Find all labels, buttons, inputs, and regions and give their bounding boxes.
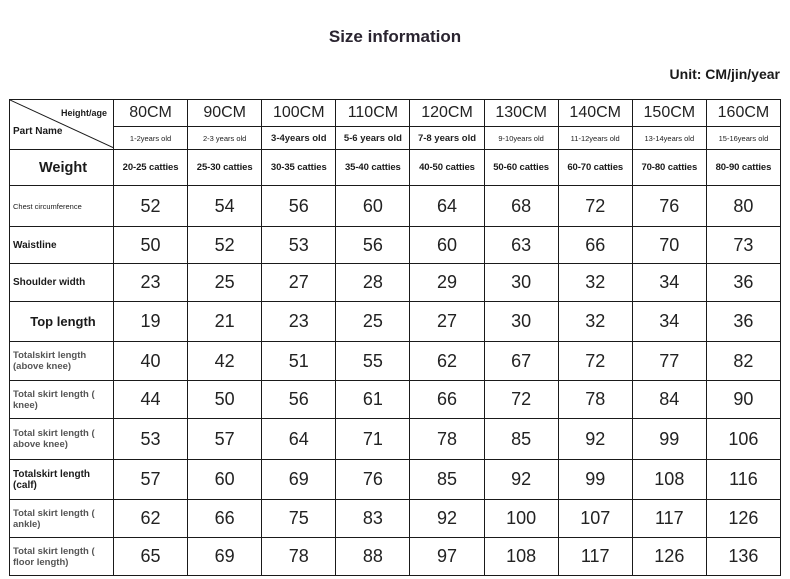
weight-cell: 80-90 catties (706, 150, 780, 186)
measurement-cell: 51 (262, 342, 336, 381)
measurement-cell: 60 (188, 460, 262, 500)
measurement-cell: 62 (410, 342, 484, 381)
measurement-cell: 73 (706, 227, 780, 264)
age-header: 9-10years old (484, 127, 558, 150)
size-header: 140CM (558, 100, 632, 127)
row-label: Chest circumference (10, 186, 114, 227)
measurement-row (10, 302, 781, 342)
measurement-cell: 34 (632, 302, 706, 342)
measurement-cell: 78 (262, 538, 336, 576)
age-header: 15-16years old (706, 127, 780, 150)
measurement-cell: 60 (336, 186, 410, 227)
weight-cell: 60-70 catties (558, 150, 632, 186)
measurement-cell: 40 (114, 342, 188, 381)
unit-label: Unit: CM/jin/year (669, 66, 780, 82)
measurement-cell: 55 (336, 342, 410, 381)
measurement-cell: 77 (632, 342, 706, 381)
page-title: Size information (328, 27, 462, 46)
weight-cell: 70-80 catties (632, 150, 706, 186)
measurement-cell: 30 (484, 264, 558, 302)
measurement-row (10, 186, 781, 227)
measurement-cell: 116 (706, 460, 780, 500)
measurement-row (10, 460, 781, 500)
measurement-cell: 36 (706, 264, 780, 302)
measurement-cell: 56 (336, 227, 410, 264)
measurement-cell: 85 (484, 419, 558, 460)
measurement-cell: 50 (188, 381, 262, 419)
measurement-cell: 69 (262, 460, 336, 500)
row-label: Top length (10, 302, 114, 342)
measurement-cell: 84 (632, 381, 706, 419)
measurement-cell: 27 (262, 264, 336, 302)
row-label: Total skirt length ( ankle) (10, 500, 114, 538)
measurement-cell: 136 (706, 538, 780, 576)
measurement-cell: 100 (484, 500, 558, 538)
measurement-cell: 19 (114, 302, 188, 342)
measurement-cell: 126 (706, 500, 780, 538)
measurement-cell: 52 (114, 186, 188, 227)
measurement-cell: 64 (410, 186, 484, 227)
measurement-cell: 99 (558, 460, 632, 500)
row-label: Total skirt length ( above knee) (10, 419, 114, 460)
measurement-cell: 23 (262, 302, 336, 342)
measurement-cell: 83 (336, 500, 410, 538)
measurement-cell: 92 (558, 419, 632, 460)
measurement-cell: 108 (484, 538, 558, 576)
measurement-cell: 99 (632, 419, 706, 460)
measurement-cell: 52 (188, 227, 262, 264)
weight-cell: 40-50 catties (410, 150, 484, 186)
measurement-cell: 56 (262, 186, 336, 227)
measurement-cell: 36 (706, 302, 780, 342)
row-label: Total skirt length ( floor length) (10, 538, 114, 576)
size-table (9, 99, 781, 576)
measurement-cell: 76 (336, 460, 410, 500)
measurement-cell: 72 (558, 342, 632, 381)
header-row-height (10, 100, 781, 127)
measurement-row (10, 342, 781, 381)
age-header: 13-14years old (632, 127, 706, 150)
measurement-cell: 88 (336, 538, 410, 576)
measurement-cell: 60 (410, 227, 484, 264)
corner-part-name: Part Name (13, 126, 63, 137)
measurement-cell: 32 (558, 302, 632, 342)
measurement-row (10, 264, 781, 302)
measurement-cell: 57 (188, 419, 262, 460)
measurement-cell: 78 (558, 381, 632, 419)
measurement-cell: 23 (114, 264, 188, 302)
measurement-cell: 66 (558, 227, 632, 264)
measurement-cell: 28 (336, 264, 410, 302)
weight-cell: 50-60 catties (484, 150, 558, 186)
age-header: 11-12years old (558, 127, 632, 150)
row-label: Shoulder width (10, 264, 114, 302)
measurement-cell: 72 (558, 186, 632, 227)
measurement-cell: 25 (188, 264, 262, 302)
measurement-cell: 72 (484, 381, 558, 419)
measurement-cell: 42 (188, 342, 262, 381)
measurement-cell: 70 (632, 227, 706, 264)
size-header: 110CM (336, 100, 410, 127)
measurement-cell: 66 (410, 381, 484, 419)
measurement-cell: 117 (632, 500, 706, 538)
header-row-age (10, 127, 781, 150)
measurement-cell: 85 (410, 460, 484, 500)
row-label: Totalskirt length (calf) (10, 460, 114, 500)
measurement-cell: 57 (114, 460, 188, 500)
measurement-row (10, 538, 781, 576)
measurement-cell: 63 (484, 227, 558, 264)
measurement-cell: 78 (410, 419, 484, 460)
measurement-cell: 75 (262, 500, 336, 538)
measurement-row (10, 500, 781, 538)
measurement-cell: 90 (706, 381, 780, 419)
measurement-cell: 65 (114, 538, 188, 576)
row-label: Total skirt length ( knee) (10, 381, 114, 419)
measurement-cell: 30 (484, 302, 558, 342)
measurement-cell: 32 (558, 264, 632, 302)
measurement-cell: 97 (410, 538, 484, 576)
weight-cell: 30-35 catties (262, 150, 336, 186)
measurement-cell: 56 (262, 381, 336, 419)
size-header: 100CM (262, 100, 336, 127)
corner-cell (10, 100, 114, 150)
measurement-cell: 107 (558, 500, 632, 538)
weight-cell: 20-25 catties (114, 150, 188, 186)
measurement-cell: 44 (114, 381, 188, 419)
measurement-cell: 67 (484, 342, 558, 381)
measurement-cell: 61 (336, 381, 410, 419)
measurement-cell: 80 (706, 186, 780, 227)
measurement-cell: 82 (706, 342, 780, 381)
row-label: Totalskirt length (above knee) (10, 342, 114, 381)
measurement-cell: 62 (114, 500, 188, 538)
measurement-cell: 50 (114, 227, 188, 264)
measurement-cell: 106 (706, 419, 780, 460)
age-header: 5-6 years old (336, 127, 410, 150)
age-header: 7-8 years old (410, 127, 484, 150)
row-label: Waistline (10, 227, 114, 264)
measurement-row (10, 381, 781, 419)
measurement-cell: 25 (336, 302, 410, 342)
age-header: 1-2years old (114, 127, 188, 150)
measurement-cell: 108 (632, 460, 706, 500)
weight-row (10, 150, 781, 186)
measurement-cell: 21 (188, 302, 262, 342)
size-header: 90CM (188, 100, 262, 127)
measurement-cell: 92 (484, 460, 558, 500)
measurement-cell: 66 (188, 500, 262, 538)
size-header: 80CM (114, 100, 188, 127)
weight-cell: 35-40 catties (336, 150, 410, 186)
measurement-cell: 64 (262, 419, 336, 460)
measurement-row (10, 227, 781, 264)
size-header: 120CM (410, 100, 484, 127)
measurement-cell: 29 (410, 264, 484, 302)
measurement-cell: 27 (410, 302, 484, 342)
measurement-cell: 53 (262, 227, 336, 264)
measurement-cell: 92 (410, 500, 484, 538)
size-header: 130CM (484, 100, 558, 127)
age-header: 3-4years old (262, 127, 336, 150)
measurement-cell: 34 (632, 264, 706, 302)
measurement-row (10, 419, 781, 460)
size-header: 160CM (706, 100, 780, 127)
age-header: 2-3 years old (188, 127, 262, 150)
measurement-cell: 71 (336, 419, 410, 460)
corner-height-age: Height/age (60, 108, 107, 118)
weight-cell: 25-30 catties (188, 150, 262, 186)
measurement-cell: 54 (188, 186, 262, 227)
measurement-cell: 69 (188, 538, 262, 576)
measurement-cell: 126 (632, 538, 706, 576)
measurement-cell: 68 (484, 186, 558, 227)
measurement-cell: 53 (114, 419, 188, 460)
weight-label: Weight (10, 150, 114, 186)
measurement-cell: 117 (558, 538, 632, 576)
size-header: 150CM (632, 100, 706, 127)
measurement-cell: 76 (632, 186, 706, 227)
